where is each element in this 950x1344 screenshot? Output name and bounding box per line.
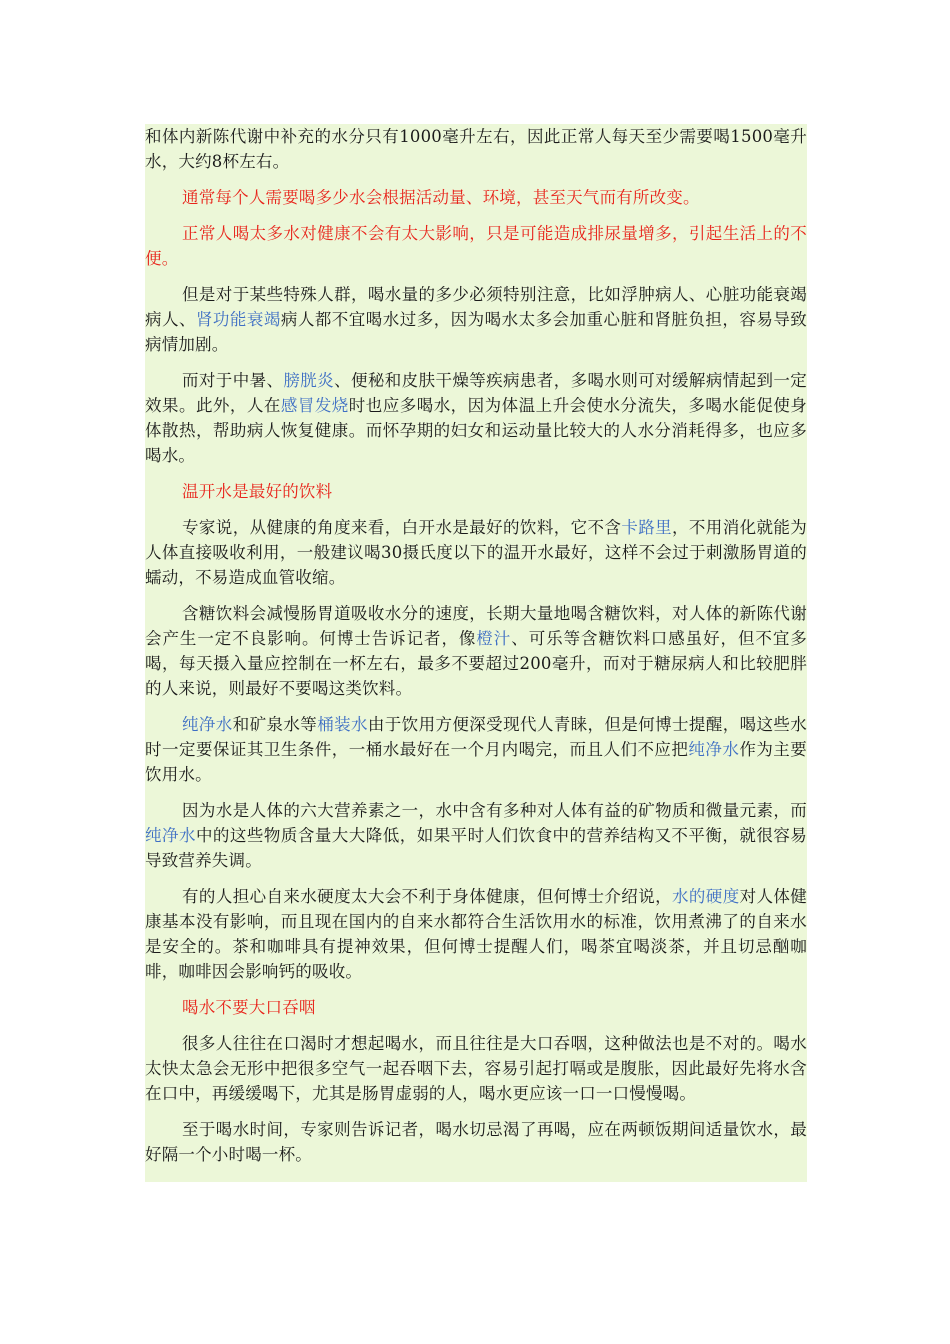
keyword-link[interactable]: 感冒发烧 (280, 396, 349, 415)
paragraph-p3 (145, 221, 807, 282)
paragraph-p1 (145, 124, 807, 185)
paragraph-text: 、便秘和皮肤干燥等疾病患者，多喝水则可对缓解病情起到一定效果。此外，人在 (145, 371, 808, 415)
paragraph-p2 (145, 185, 807, 221)
paragraph-text: ，不用消化就能为人体直接吸收利用，一般建议喝30摄氏度以下的温开水最好，这样不会过于刺激肠胃道的蠕动，不易造成血管收缩。 (145, 518, 807, 587)
paragraph-text: 、可乐等含糖饮料口感虽好，但不宜多喝，每天摄入量应控制在一杯左右，最多不要超过200毫升，而对于糖尿病人和比较肥胖的人来说，则最好不要喝这类饮料。 (145, 629, 807, 698)
paragraph-text: 由于饮用方便深受现代人青睐，但是何博士提醒，喝这些水时一定要保证其卫生条件，一桶水最好在一个月内喝完，而且人们不应把 (145, 715, 808, 759)
paragraph-text: 但是对于某些特殊人群，喝水量的多少必须特别注意，比如浮肿病人、心脏功能衰竭病人、 (145, 285, 807, 329)
keyword-link[interactable]: 肾功能衰竭 (195, 310, 281, 329)
paragraph-p14 (145, 1117, 807, 1178)
keyword-link[interactable]: 橙汁 (476, 629, 512, 648)
keyword-link[interactable]: 纯净水 (688, 740, 740, 759)
paragraph-p11 (145, 884, 807, 995)
paragraph-text: 中的这些物质含量大大降低，如果平时人们饮食中的营养结构又不平衡，就很容易导致营养失调。 (145, 826, 807, 870)
keyword-link[interactable]: 桶装水 (317, 715, 368, 734)
paragraph-text: 时也应多喝水，因为体温上升会使水分流失，多喝水能促使身体散热，帮助病人恢复健康。而怀孕期的妇女和运动量比较大的人水分消耗得多，也应多喝水。 (145, 396, 807, 465)
keyword-link[interactable]: 膀胱炎 (283, 371, 335, 390)
paragraph-text: 专家说，从健康的角度来看，白开水是最好的饮料，它不含 (182, 518, 622, 537)
paragraph-text: 通常每个人需要喝多少水会根据活动量、环境，甚至天气而有所改变。 (182, 188, 700, 207)
paragraph-p5 (145, 368, 807, 479)
paragraph-p13 (145, 1031, 807, 1117)
paragraph-text: 而对于中暑、 (182, 371, 284, 390)
paragraph-text: 因为水是人体的六大营养素之一，水中含有多种对人体有益的矿物质和微量元素，而 (182, 801, 807, 820)
keyword-link[interactable]: 纯净水 (182, 715, 233, 734)
paragraph-text: 有的人担心自来水硬度太大会不利于身体健康，但何博士介绍说， (182, 887, 672, 906)
paragraph-p6 (145, 479, 807, 515)
paragraph-p8 (145, 601, 807, 712)
paragraph-text: 喝水不要大口吞咽 (182, 998, 316, 1017)
paragraph-text: 作为主要饮用水。 (145, 740, 807, 784)
keyword-link[interactable]: 卡路里 (621, 518, 673, 537)
article-body (145, 124, 807, 1182)
paragraph-p9 (145, 712, 807, 798)
paragraph-text: 病人都不宜喝水过多，因为喝水太多会加重心脏和肾脏负担，容易导致病情加剧。 (145, 310, 807, 354)
keyword-link[interactable]: 纯净水 (145, 826, 196, 845)
paragraph-text: 和体内新陈代谢中补充的水分只有1000毫升左右，因此正常人每天至少需要喝1500毫升水，大约8杯左右。 (145, 127, 807, 171)
paragraph-text: 温开水是最好的饮料 (182, 482, 333, 501)
paragraph-p10 (145, 798, 807, 884)
paragraph-text: 很多人往往在口渴时才想起喝水，而且往往是大口吞咽，这种做法也是不对的。喝水太快太急会无形中把很多空气一起吞咽下去，容易引起打嗝或是腹胀，因此最好先将水含在口中，再缓缓喝下，尤其是肠胃虚弱的人，喝水更应该一口一口慢慢喝。 (145, 1034, 807, 1103)
paragraph-p7 (145, 515, 807, 601)
paragraph-text: 和矿泉水等 (232, 715, 318, 734)
paragraph-text: 含糖饮料会减慢肠胃道吸收水分的速度，长期大量地喝含糖饮料，对人体的新陈代谢会产生一定不良影响。何博士告诉记者，像 (145, 604, 807, 648)
keyword-link[interactable]: 水的硬度 (672, 887, 740, 906)
paragraph-text: 至于喝水时间，专家则告诉记者，喝水切忌渴了再喝，应在两顿饭期间适量饮水，最好隔一个小时喝一杯。 (145, 1120, 807, 1164)
paragraph-p12 (145, 995, 807, 1031)
paragraph-text: 对人体健康基本没有影响，而且现在国内的自来水都符合生活饮用水的标准，饮用煮沸了的自来水是安全的。茶和咖啡具有提神效果，但何博士提醒人们，喝茶宜喝淡茶，并且切忌酗咖啡，咖啡因会影响钙的吸收。 (145, 887, 807, 981)
paragraph-text: 正常人喝太多水对健康不会有太大影响，只是可能造成排尿量增多，引起生活上的不便。 (145, 224, 807, 268)
paragraph-p4 (145, 282, 807, 368)
